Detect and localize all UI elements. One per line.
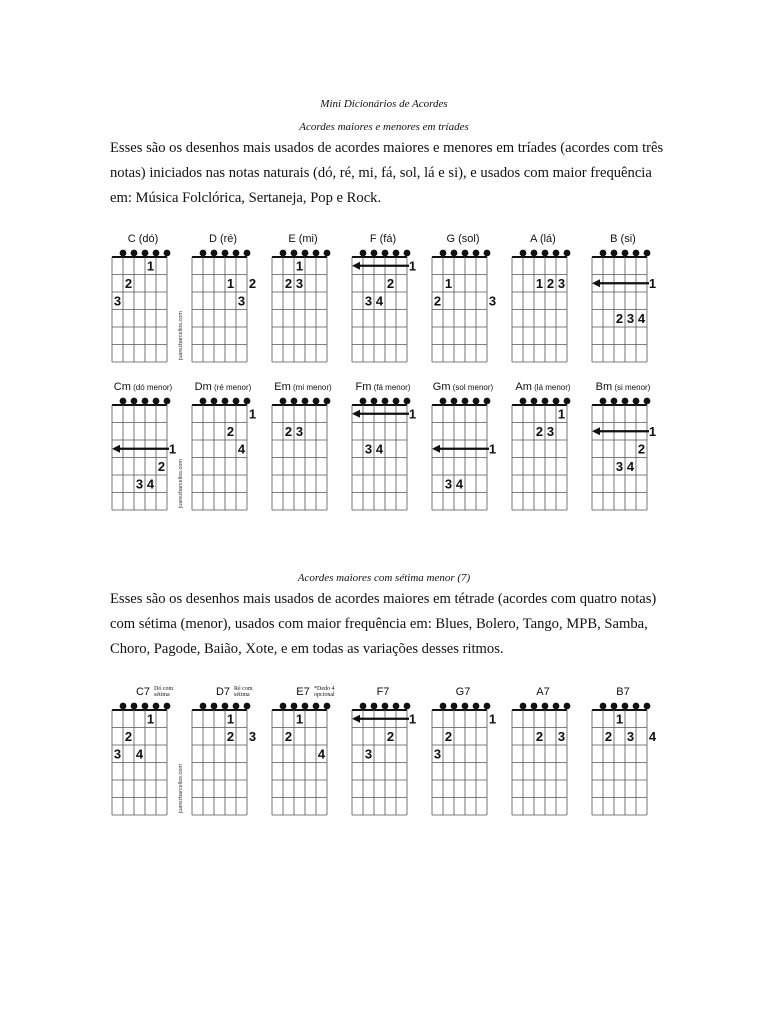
chord-diagram — [178, 686, 260, 826]
finger-number: 3 — [364, 746, 373, 762]
string-dot — [393, 250, 400, 257]
string-dot — [164, 250, 171, 257]
barre-arrow — [592, 279, 600, 287]
string-dot — [324, 250, 331, 257]
string-dot — [302, 703, 309, 710]
string-dot — [291, 250, 298, 257]
chord-fm — [348, 381, 418, 521]
chord-diagram — [588, 381, 660, 521]
chord-row-seventh — [108, 686, 668, 826]
chord-subtitle: (ré menor) — [211, 383, 252, 392]
string-dot — [542, 250, 549, 257]
finger-number: 3 — [364, 293, 373, 309]
chord-symbol: B — [610, 233, 618, 245]
chord-row-major — [108, 233, 668, 373]
string-dot — [313, 250, 320, 257]
finger-number: 2 — [535, 423, 544, 439]
string-dot — [622, 398, 629, 405]
barre-arrow — [112, 445, 120, 453]
finger-number: 3 — [626, 310, 635, 326]
string-dot — [142, 703, 149, 710]
chord-a — [508, 233, 578, 373]
string-dot — [120, 250, 127, 257]
string-dot — [371, 703, 378, 710]
finger-number: 1 — [535, 275, 544, 291]
chord-subtitle: (fá menor) — [371, 383, 411, 392]
finger-number: 2 — [124, 275, 133, 291]
chord-symbol: G7 — [455, 686, 471, 698]
finger-number: 2 — [226, 728, 235, 744]
finger-number: 2 — [386, 275, 395, 291]
string-dot — [542, 398, 549, 405]
string-dot — [531, 398, 538, 405]
string-dot — [531, 250, 538, 257]
finger-number: 4 — [375, 293, 384, 309]
finger-number: 3 — [135, 476, 144, 492]
finger-number: 1 — [295, 711, 304, 727]
string-dot — [302, 250, 309, 257]
string-dot — [153, 250, 160, 257]
string-dot — [142, 398, 149, 405]
chord-symbol: B7 — [616, 686, 630, 698]
finger-number: 1 — [408, 711, 417, 727]
finger-number: 2 — [444, 728, 453, 744]
finger-number: 2 — [386, 728, 395, 744]
string-dot — [200, 703, 207, 710]
finger-number: 1 — [648, 275, 657, 291]
finger-number: 4 — [648, 728, 657, 744]
string-dot — [360, 398, 367, 405]
chord-em — [268, 381, 338, 521]
string-dot — [600, 398, 607, 405]
string-dot — [644, 398, 651, 405]
string-dot — [611, 398, 618, 405]
chord-b7 — [588, 686, 658, 826]
string-dot — [244, 703, 251, 710]
string-dot — [280, 250, 287, 257]
string-dot — [131, 250, 138, 257]
chord-diagram — [108, 381, 180, 521]
finger-number: 4 — [375, 441, 384, 457]
string-dot — [622, 703, 629, 710]
string-dot — [462, 250, 469, 257]
string-dot — [280, 398, 287, 405]
string-dot — [462, 703, 469, 710]
string-dot — [291, 703, 298, 710]
chord-symbol: G — [446, 233, 456, 245]
string-dot — [531, 703, 538, 710]
string-dot — [553, 250, 560, 257]
chord-diagram — [178, 233, 260, 373]
finger-number: 4 — [135, 746, 144, 762]
string-dot — [451, 398, 458, 405]
string-dot — [131, 703, 138, 710]
string-dot — [473, 703, 480, 710]
string-dot — [211, 250, 218, 257]
finger-number: 2 — [226, 423, 235, 439]
string-dot — [324, 398, 331, 405]
chord-diagram — [508, 686, 580, 826]
chord-symbol: F7 — [376, 686, 390, 698]
chord-symbol: E7 — [296, 686, 310, 698]
chord-diagram — [508, 233, 580, 373]
chord-symbol: E — [288, 233, 296, 245]
string-dot — [633, 250, 640, 257]
finger-number: 1 — [295, 258, 304, 274]
chord-g — [428, 233, 498, 373]
string-dot — [553, 398, 560, 405]
finger-number: 3 — [557, 275, 566, 291]
chord-symbol: Gm — [432, 381, 451, 393]
finger-number: 1 — [648, 423, 657, 439]
chord-c7 — [108, 686, 178, 826]
finger-number: 3 — [433, 746, 442, 762]
chord-symbol: D — [208, 233, 217, 245]
chord-subtitle: (ré) — [216, 233, 238, 245]
finger-number: 2 — [433, 293, 442, 309]
string-dot — [484, 250, 491, 257]
barre-arrow — [352, 262, 360, 270]
chord-diagram — [428, 381, 500, 521]
string-dot — [291, 398, 298, 405]
finger-number: 2 — [124, 728, 133, 744]
finger-number: 3 — [626, 728, 635, 744]
string-dot — [120, 398, 127, 405]
string-dot — [484, 703, 491, 710]
string-dot — [440, 703, 447, 710]
chord-subtitle: (lá menor) — [531, 383, 571, 392]
finger-number: 1 — [408, 258, 417, 274]
string-dot — [633, 398, 640, 405]
string-dot — [440, 398, 447, 405]
finger-number: 4 — [626, 458, 635, 474]
chord-b — [588, 233, 658, 373]
chord-subtitle: (lá) — [536, 233, 556, 245]
string-dot — [440, 250, 447, 257]
string-dot — [611, 703, 618, 710]
string-dot — [633, 703, 640, 710]
chord-subtitle: (si menor) — [612, 383, 651, 392]
finger-number: 4 — [146, 476, 155, 492]
chord-symbol: Cm — [113, 381, 131, 393]
string-dot — [404, 250, 411, 257]
finger-number: 2 — [284, 423, 293, 439]
finger-number: 3 — [364, 441, 373, 457]
chord-diagram — [588, 233, 660, 373]
chord-diagram — [268, 686, 340, 826]
string-dot — [473, 398, 480, 405]
string-dot — [244, 398, 251, 405]
finger-number: 1 — [168, 441, 177, 457]
finger-number: 1 — [557, 406, 566, 422]
chord-am — [508, 381, 578, 521]
finger-number: 2 — [284, 275, 293, 291]
chord-subtitle: (sol menor) — [450, 383, 494, 392]
string-dot — [313, 398, 320, 405]
barre-arrow — [352, 410, 360, 418]
string-dot — [153, 398, 160, 405]
string-dot — [462, 398, 469, 405]
string-dot — [153, 703, 160, 710]
chord-row-minor — [108, 381, 668, 521]
string-dot — [222, 398, 229, 405]
chord-subtitle: (fá) — [376, 233, 397, 245]
finger-number: 3 — [557, 728, 566, 744]
finger-number: 3 — [248, 728, 257, 744]
chord-subtitle: (dó menor) — [130, 383, 173, 392]
string-dot — [484, 398, 491, 405]
chord-diagram — [588, 686, 660, 826]
chord-g7 — [428, 686, 498, 826]
chord-diagram — [428, 686, 500, 826]
chord-symbol: A7 — [536, 686, 550, 698]
watermark-text: juarezbarcellos.com — [178, 764, 184, 813]
doc-title: Mini Dicionários de Acordes — [320, 98, 448, 110]
chord-diagram — [428, 233, 500, 373]
chord-cm — [108, 381, 178, 521]
chord-diagram — [268, 233, 340, 373]
chord-symbol: Fm — [355, 381, 372, 393]
string-dot — [371, 250, 378, 257]
finger-number: 2 — [157, 458, 166, 474]
chord-subtitle: (mi) — [295, 233, 318, 245]
finger-number: 4 — [317, 746, 326, 762]
chord-e — [268, 233, 338, 373]
string-dot — [324, 703, 331, 710]
string-dot — [360, 250, 367, 257]
finger-number: 3 — [488, 293, 497, 309]
finger-number: 3 — [615, 458, 624, 474]
chord-symbol: D7 — [215, 686, 231, 698]
string-dot — [280, 703, 287, 710]
finger-number: 3 — [237, 293, 246, 309]
chord-f — [348, 233, 418, 373]
finger-number: 1 — [146, 258, 155, 274]
string-dot — [120, 703, 127, 710]
chord-f7 — [348, 686, 418, 826]
chord-d — [178, 233, 258, 373]
string-dot — [564, 703, 571, 710]
string-dot — [233, 398, 240, 405]
finger-number: 1 — [248, 406, 257, 422]
string-dot — [553, 703, 560, 710]
barre-arrow — [592, 427, 600, 435]
finger-number: 3 — [295, 423, 304, 439]
finger-number: 2 — [535, 728, 544, 744]
finger-number: 2 — [248, 275, 257, 291]
string-dot — [520, 250, 527, 257]
finger-number: 1 — [226, 275, 235, 291]
chord-note: Dó com sétima — [154, 686, 174, 698]
finger-number: 3 — [113, 293, 122, 309]
chord-symbol: C7 — [135, 686, 151, 698]
barre-arrow — [432, 445, 440, 453]
string-dot — [611, 250, 618, 257]
string-dot — [600, 250, 607, 257]
string-dot — [360, 703, 367, 710]
chord-diagram — [178, 381, 260, 521]
string-dot — [520, 703, 527, 710]
chord-diagram — [508, 381, 580, 521]
string-dot — [451, 703, 458, 710]
chord-diagram — [348, 381, 420, 521]
finger-number: 3 — [113, 746, 122, 762]
finger-number: 3 — [295, 275, 304, 291]
finger-number: 1 — [408, 406, 417, 422]
string-dot — [371, 398, 378, 405]
string-dot — [393, 398, 400, 405]
string-dot — [393, 703, 400, 710]
chord-a7 — [508, 686, 578, 826]
string-dot — [222, 703, 229, 710]
chord-gm — [428, 381, 498, 521]
paragraph-seventh: Esses são os desenhos mais usados de acordes maiores em tétrade (acordes com quatro notas) com sétima (menor), usados com maior frequência em: Blues, Bolero, Tango, MPB, Samba, Choro, Pagode, Baião, Xote, e em todas as variações desses ritmos. — [110, 591, 657, 657]
chord-diagram — [268, 381, 340, 521]
chord-c — [108, 233, 178, 373]
watermark-text: juarezbarcellos.com — [178, 459, 184, 508]
section-title-triads: Acordes maiores e menores em tríades — [299, 121, 469, 133]
finger-number: 2 — [615, 310, 624, 326]
string-dot — [564, 250, 571, 257]
chord-note: *Dedo 4 opcional — [314, 686, 335, 698]
string-dot — [451, 250, 458, 257]
chord-subtitle: (sol) — [455, 233, 480, 245]
finger-number: 2 — [637, 441, 646, 457]
finger-number: 3 — [444, 476, 453, 492]
string-dot — [233, 250, 240, 257]
string-dot — [313, 703, 320, 710]
chord-subtitle: (si) — [617, 233, 636, 245]
chord-symbol: Am — [515, 381, 532, 393]
finger-number: 4 — [455, 476, 464, 492]
chord-diagram — [348, 233, 420, 373]
chord-dm — [178, 381, 258, 521]
finger-number: 1 — [488, 711, 497, 727]
string-dot — [164, 703, 171, 710]
chord-diagram — [348, 686, 420, 826]
string-dot — [211, 703, 218, 710]
string-dot — [404, 398, 411, 405]
chord-e7 — [268, 686, 338, 826]
string-dot — [644, 703, 651, 710]
chord-subtitle: (mi menor) — [290, 383, 332, 392]
chord-symbol: Em — [274, 381, 291, 393]
chord-diagram — [108, 233, 180, 373]
string-dot — [473, 250, 480, 257]
finger-number: 1 — [488, 441, 497, 457]
chord-symbol: F — [369, 233, 377, 245]
finger-number: 1 — [444, 275, 453, 291]
chord-d7 — [178, 686, 258, 826]
string-dot — [542, 703, 549, 710]
chord-bm — [588, 381, 658, 521]
watermark-text: juarezbarcellos.com — [178, 311, 184, 360]
string-dot — [644, 250, 651, 257]
string-dot — [404, 703, 411, 710]
string-dot — [233, 703, 240, 710]
string-dot — [382, 398, 389, 405]
string-dot — [382, 703, 389, 710]
string-dot — [622, 250, 629, 257]
finger-number: 1 — [226, 711, 235, 727]
finger-number: 3 — [546, 423, 555, 439]
string-dot — [200, 398, 207, 405]
chord-symbol: A — [530, 233, 537, 245]
paragraph-triads: Esses são os desenhos mais usados de acordes maiores e menores em tríades (acordes com três notas) iniciados nas notas naturais (dó, ré, mi, fá, sol, lá e si), e usados com maior frequência em: Música Folclórica, Sertaneja, Pop e Rock. — [110, 140, 664, 206]
string-dot — [164, 398, 171, 405]
finger-number: 2 — [546, 275, 555, 291]
string-dot — [600, 703, 607, 710]
section-title-seventh: Acordes maiores com sétima menor (7) — [297, 572, 471, 584]
chord-diagram — [108, 686, 180, 826]
finger-number: 4 — [637, 310, 646, 326]
finger-number: 2 — [284, 728, 293, 744]
chord-note: Ré com sétima — [234, 686, 253, 698]
barre-arrow — [352, 715, 360, 723]
string-dot — [302, 398, 309, 405]
finger-number: 2 — [604, 728, 613, 744]
chord-symbol: C — [127, 233, 136, 245]
string-dot — [564, 398, 571, 405]
string-dot — [211, 398, 218, 405]
chord-subtitle: (dó) — [135, 233, 159, 245]
string-dot — [142, 250, 149, 257]
chord-symbol: Bm — [595, 381, 613, 393]
finger-number: 1 — [615, 711, 624, 727]
string-dot — [244, 250, 251, 257]
string-dot — [222, 250, 229, 257]
string-dot — [131, 398, 138, 405]
string-dot — [200, 250, 207, 257]
string-dot — [520, 398, 527, 405]
finger-number: 4 — [237, 441, 246, 457]
finger-number: 1 — [146, 711, 155, 727]
chord-symbol: Dm — [194, 381, 212, 393]
string-dot — [382, 250, 389, 257]
